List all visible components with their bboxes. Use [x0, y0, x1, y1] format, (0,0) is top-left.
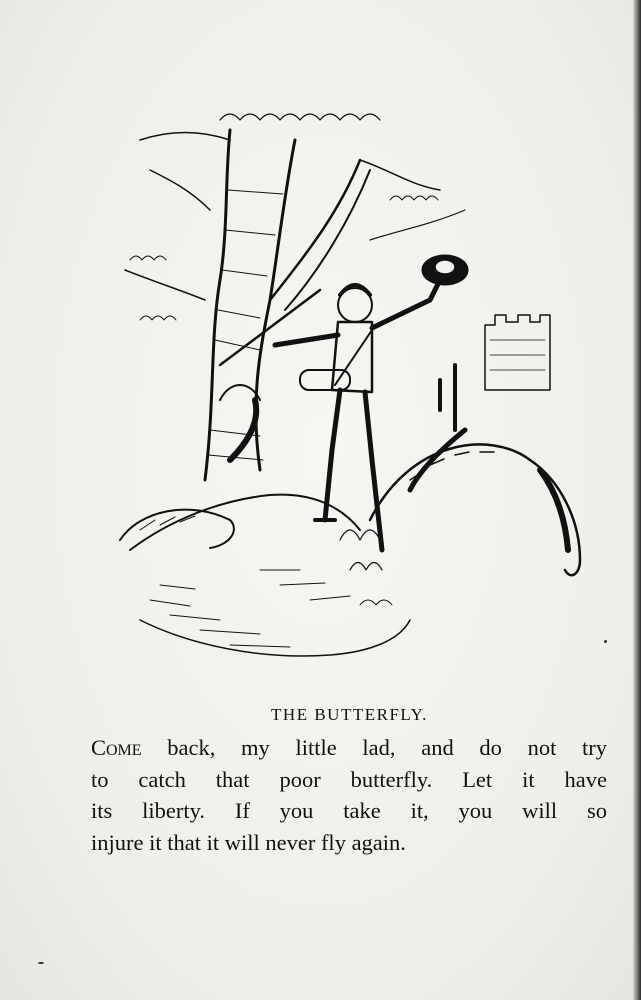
- dropcap-word: Come: [91, 735, 142, 760]
- castle-ruin: [485, 315, 550, 390]
- rock-left: [120, 510, 234, 548]
- foreground-plants: [340, 530, 382, 570]
- hill-mound: [370, 444, 580, 575]
- story-line-4: injure it that it will never fly again.: [91, 829, 406, 855]
- story-line-3: its liberty. If you take it, you will so: [91, 798, 607, 823]
- page-edge-shadow: [633, 0, 641, 1000]
- story-line-1: [91, 732, 607, 764]
- path-outline-bottom: [140, 620, 410, 656]
- tree-trunk: [205, 130, 230, 480]
- story-paragraph: [91, 732, 607, 858]
- foliage-top: [220, 114, 380, 120]
- story-line-1-rest: back, my little lad, and do not try: [141, 735, 607, 760]
- boy-figure: [275, 280, 440, 550]
- engraving-illustration: [110, 100, 610, 680]
- story-line-2: to catch that poor butterfly. Let it have: [91, 766, 607, 792]
- illustration-caption: THE BUTTERFLY.: [271, 705, 428, 724]
- paper-speck: [38, 962, 44, 964]
- paper-speck: [604, 640, 607, 643]
- path-hatch: [150, 570, 350, 647]
